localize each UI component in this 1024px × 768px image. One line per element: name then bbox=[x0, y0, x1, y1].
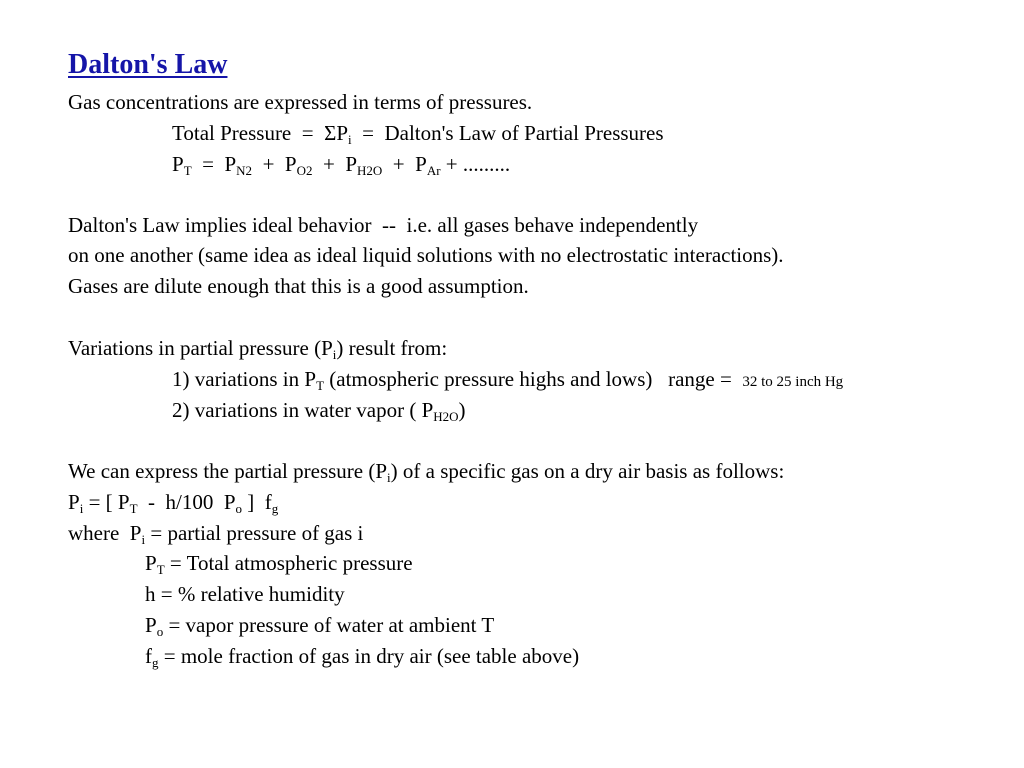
definition-pt: $P_T$ = Total atmospheric pressure bbox=[145, 551, 413, 577]
definition-po: $P_o$ = vapor pressure of water at ambient T bbox=[145, 613, 495, 639]
definition-pi: where $P_i$ = partial pressure of gas i bbox=[68, 521, 364, 547]
ideal-behavior-line-2: on one another (same idea as ideal liquid solutions with no electrostatic interactions). bbox=[68, 243, 784, 267]
definition-h: h = % relative humidity bbox=[145, 582, 345, 606]
ideal-behavior-line-3: Gases are dilute enough that this is a good assumption. bbox=[68, 274, 529, 298]
variations-heading: Variations in partial pressure $(P_i)$ result from: bbox=[68, 336, 448, 362]
pressure-range: 32 to 25 inch Hg bbox=[742, 374, 844, 390]
intro-text: Gas concentrations are expressed in terms of pressures. bbox=[68, 90, 533, 114]
partial-pressure-formula: $P_i$ = [ $P_T - h/100$ $P_o$ ] $f_g$ bbox=[68, 490, 279, 516]
ideal-behavior-line-1: Dalton's Law implies ideal behavior -- i.e. all gases behave independently bbox=[68, 213, 699, 237]
page-title: Dalton's Law bbox=[68, 49, 228, 80]
variation-item-1: 1) variations in $P_T$ (atmospheric pressure highs and lows) range = 32 to 25 inch Hg bbox=[172, 367, 844, 393]
variation-item-2: 2) variations in water vapor ( $P_{H2O}$) bbox=[172, 398, 466, 424]
total-pressure-equation: Total Pressure = $\Sigma P_i$ = Dalton's Law of Partial Pressures bbox=[172, 121, 664, 147]
partial-pressure-sum-equation: $P_T = P_{N2} + P_{O2} + P_{H2O} + P_{Ar}$ + ......... bbox=[172, 152, 511, 178]
dry-air-basis-intro: We can express the partial pressure $(P_i)$ of a specific gas on a dry air basis as follows: bbox=[68, 459, 785, 485]
definition-fg: $f_g$ = mole fraction of gas in dry air (see table above) bbox=[145, 644, 580, 670]
